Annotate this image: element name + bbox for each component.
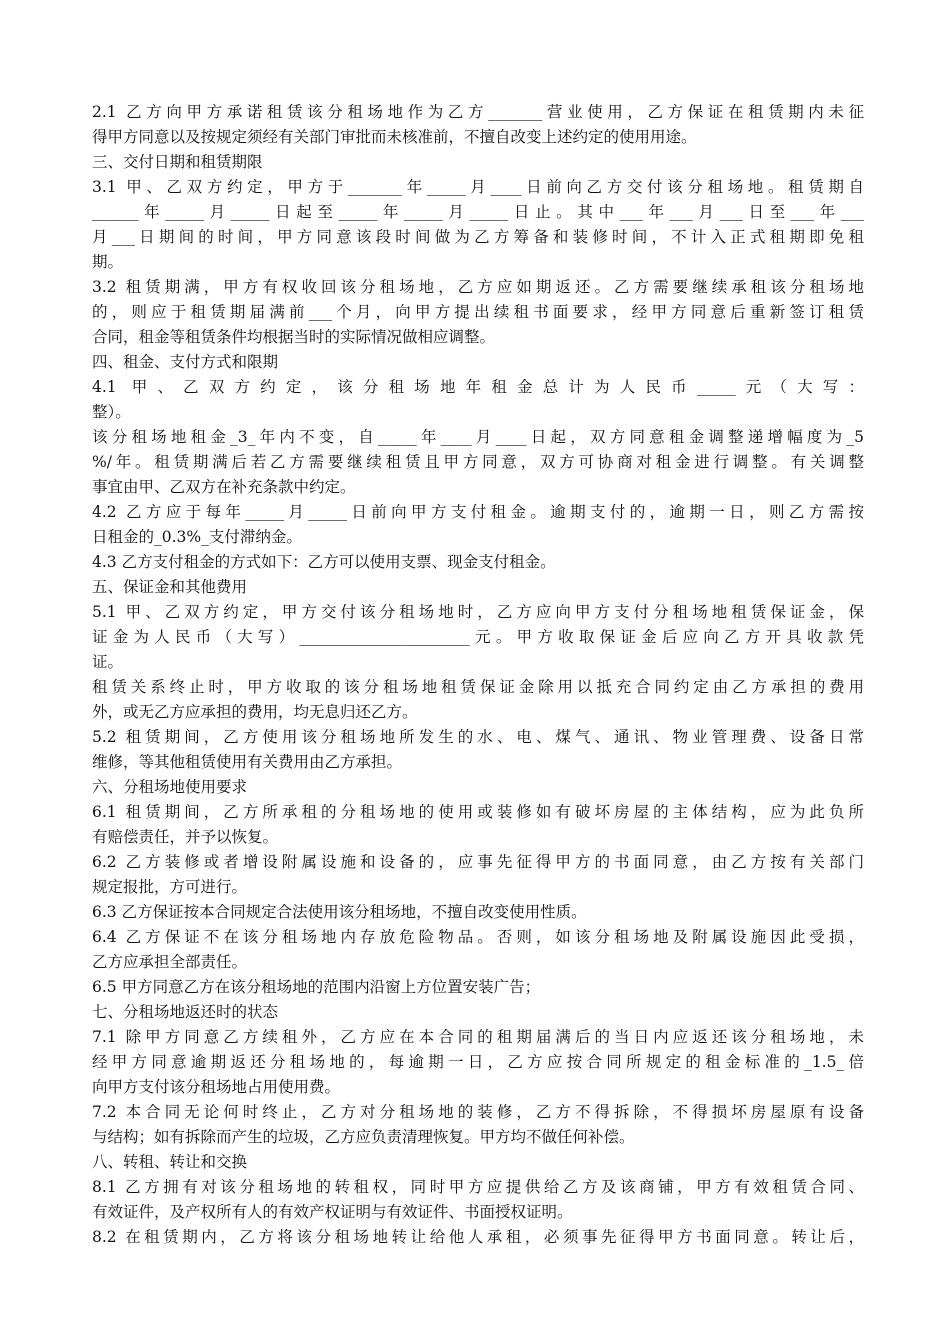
text-line: 6.3 乙方保证按本合同规定合法使用该分租场地，不擅自改变使用性质。 xyxy=(92,903,587,921)
text-line: 经甲方同意逾期返还分租场地的，每逾期一日，乙方应按合同所规定的租金标准的_1.5_倍 xyxy=(92,1053,864,1071)
text-line: 证。 xyxy=(92,653,124,671)
text-line: 5.2 租赁期间，乙方使用该分租场地所发生的水、电、煤气、通讯、物业管理费、设备日常 xyxy=(92,728,864,746)
text-line: 8.2 在租赁期内，乙方将该分租场地转让给他人承租，必须事先征得甲方书面同意。转让后， xyxy=(92,1228,864,1246)
text-line: 期。 xyxy=(92,253,124,271)
text-line: 6.1 租赁期间，乙方所承租的分租场地的使用或装修如有破坏房屋的主体结构，应为此负所 xyxy=(92,803,864,821)
text-line: 5.1 甲、乙双方约定，甲方交付该分租场地时，乙方应向甲方支付分租场地租赁保证金，保 xyxy=(92,603,864,621)
text-line: 该分租场地租金_3_年内不变，自_____年____月____日起，双方同意租金调整递增幅度为_5 xyxy=(92,428,864,446)
text-line: 租赁关系终止时，甲方收取的该分租场地租赁保证金除用以抵充合同约定由乙方承担的费用 xyxy=(92,678,864,696)
text-line: 有赔偿责任，并予以恢复。 xyxy=(92,828,279,846)
text-line: 整）。 xyxy=(92,403,131,421)
text-line: 7.2 本合同无论何时终止，乙方对分租场地的装修，乙方不得拆除，不得损坏房屋原有设备 xyxy=(92,1103,864,1121)
text-line: 4.3 乙方支付租金的方式如下：乙方可以使用支票、现金支付租金。 xyxy=(92,553,556,571)
text-line: 合同，租金等租赁条件均根据当时的实际情况做相应调整。 xyxy=(92,328,496,346)
text-line: 6.4 乙方保证不在该分租场地内存放危险物品。否则，如该分租场地及附属设施因此受损， xyxy=(92,928,864,946)
text-line: %/年。租赁期满后若乙方需要继续租赁且甲方同意，双方可协商对租金进行调整。有关调整 xyxy=(92,453,864,471)
text-line: 得甲方同意以及按规定须经有关部门审批而未核准前，不擅自改变上述约定的使用用途。 xyxy=(92,128,697,146)
section-heading: 七、分租场地返还时的状态 xyxy=(92,1003,279,1021)
text-line: 月___日期间的时间，甲方同意该段时间做为乙方筹备和装修时间，不计入正式租期即免租 xyxy=(92,228,864,246)
section-heading: 三、交付日期和租赁期限 xyxy=(92,153,263,171)
text-line: 乙方应承担全部责任。 xyxy=(92,953,248,971)
text-line: 日租金的_0.3%_支付滞纳金。 xyxy=(92,528,302,546)
text-line: 的，则应于租赁期届满前___个月，向甲方提出续租书面要求，经甲方同意后重新签订租赁 xyxy=(92,303,864,321)
text-line: 7.1 除甲方同意乙方续租外，乙方应在本合同的租期届满后的当日内应返还该分租场地，未 xyxy=(92,1028,864,1046)
text-line: 证金为人民币（大写）______________________元。甲方收取保证金后应向乙方开具收款凭 xyxy=(92,628,864,646)
text-line: 维修，等其他租赁使用有关费用由乙方承担。 xyxy=(92,753,403,771)
text-line: 4.1 甲、乙双方约定，该分租场地年租金总计为人民币_____元（大写： xyxy=(92,378,864,396)
text-line: 4.2 乙方应于每年_____月_____日前向甲方支付租金。逾期支付的，逾期一日，则乙方需按 xyxy=(92,503,864,521)
text-line: ______年_____月_____日起至_____年_____月_____日止。其中___年___月___日至___年___ xyxy=(92,203,864,221)
text-line: 6.5 甲方同意乙方在该分租场地的范围内沿窗上方位置安装广告； xyxy=(92,978,541,996)
text-line: 规定报批，方可进行。 xyxy=(92,878,248,896)
section-heading: 五、保证金和其他费用 xyxy=(92,578,248,596)
text-line: 6.2 乙方装修或者增设附属设施和设备的，应事先征得甲方的书面同意，由乙方按有关部门 xyxy=(92,853,864,871)
text-line: 3.2 租赁期满，甲方有权收回该分租场地，乙方应如期返还。乙方需要继续承租该分租场地 xyxy=(92,278,864,296)
section-heading: 四、租金、支付方式和限期 xyxy=(92,353,279,371)
section-heading: 六、分租场地使用要求 xyxy=(92,778,248,796)
text-line: 2.1 乙方向甲方承诺租赁该分租场地作为乙方_______营业使用，乙方保证在租赁期内未征 xyxy=(92,103,864,121)
text-line: 有效证件，及产权所有人的有效产权证明与有效证件、书面授权证明。 xyxy=(92,1203,573,1221)
text-line: 与结构；如有拆除而产生的垃圾，乙方应负责清理恢复。甲方均不做任何补偿。 xyxy=(92,1128,635,1146)
text-line: 外，或无乙方应承担的费用，均无息归还乙方。 xyxy=(92,703,418,721)
text-line: 3.1 甲、乙双方约定，甲方于_______年_____月____日前向乙方交付该分租场地。租赁期自 xyxy=(92,178,864,196)
text-line: 8.1 乙方拥有对该分租场地的转租权，同时甲方应提供给乙方及该商铺，甲方有效租赁合同、 xyxy=(92,1178,864,1196)
text-line: 向甲方支付该分租场地占用使用费。 xyxy=(92,1078,341,1096)
text-line: 事宜由甲、乙双方在补充条款中约定。 xyxy=(92,478,356,496)
section-heading: 八、转租、转让和交换 xyxy=(92,1153,248,1171)
